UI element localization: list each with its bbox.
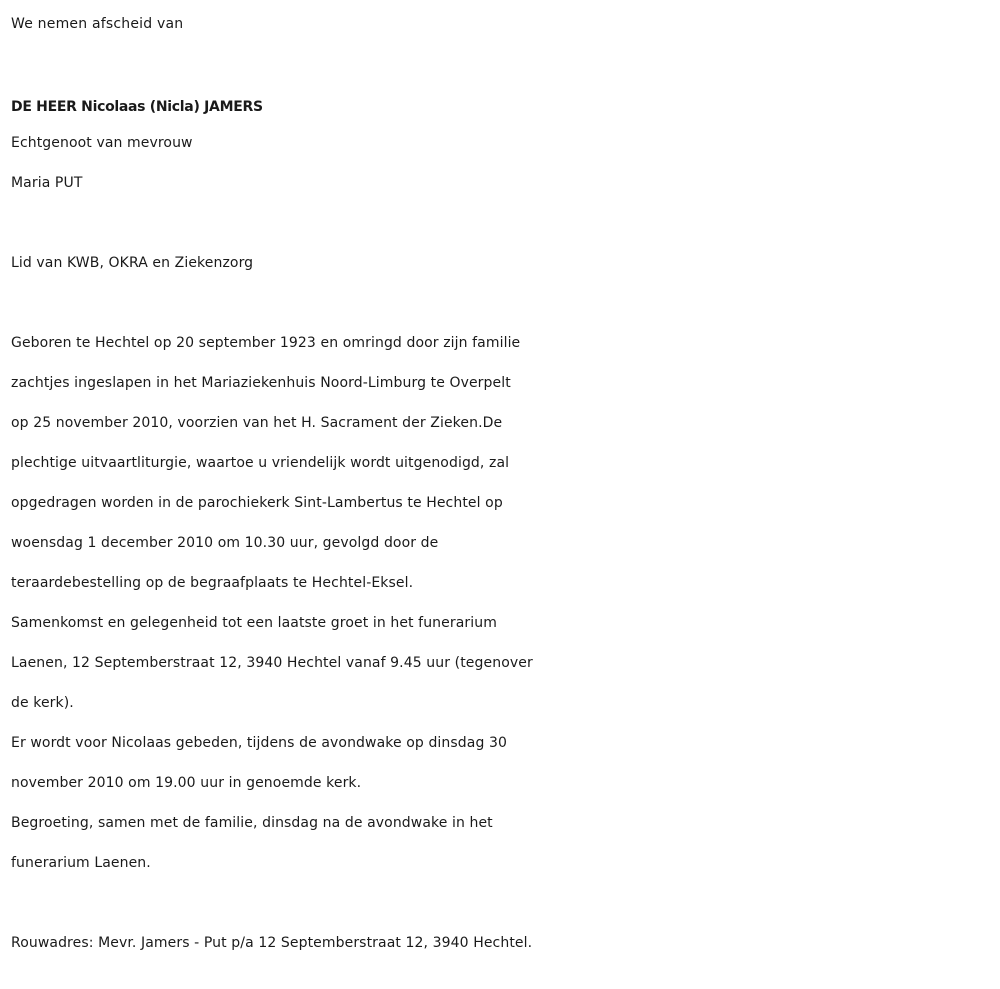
body-text [11, 323, 996, 883]
body-line: de kerk). [11, 695, 74, 711]
body-line: Samenkomst en gelegenheid tot een laatste groet in het funerarium [11, 615, 497, 631]
body-line: teraardebestelling op de begraafplaats te Hechtel-Eksel. [11, 575, 414, 591]
body-line: Begroeting, samen met de familie, dinsdag na de avondwake in het [11, 815, 493, 831]
intro-text: We nemen afscheid van [11, 16, 184, 32]
body-line: opgedragen worden in de parochiekerk Sint-Lambertus te Hechtel op [11, 495, 503, 511]
body-line: Geboren te Hechtel op 20 september 1923 en omringd door zijn familie [11, 335, 521, 351]
death-notice [11, 0, 996, 963]
spacer [11, 203, 996, 243]
body-line: Laenen, 12 Septemberstraat 12, 3940 Hechtel vanaf 9.45 uur (tegenover [11, 655, 533, 671]
mourning-address: Rouwadres: Mevr. Jamers - Put p/a 12 Septemberstraat 12, 3940 Hechtel. [11, 935, 533, 951]
body-line: woensdag 1 december 2010 om 10.30 uur, gevolgd door de [11, 535, 439, 551]
body-line: zachtjes ingeslapen in het Mariaziekenhuis Noord-Limburg te Overpelt [11, 375, 511, 391]
membership-line: Lid van KWB, OKRA en Ziekenzorg [11, 255, 254, 271]
spouse-line-2: Maria PUT [11, 175, 83, 191]
spacer [11, 883, 996, 923]
body-line: op 25 november 2010, voorzien van het H. Sacrament der Zieken.De [11, 415, 503, 431]
spouse-line-1: Echtgenoot van mevrouw [11, 135, 193, 151]
body-line: november 2010 om 19.00 uur in genoemde kerk. [11, 775, 362, 791]
body-line: Er wordt voor Nicolaas gebeden, tijdens de avondwake op dinsdag 30 [11, 735, 508, 751]
body-line: plechtige uitvaartliturgie, waartoe u vriendelijk wordt uitgenodigd, zal [11, 455, 510, 471]
spacer [11, 283, 996, 323]
deceased-name: DE HEER Nicolaas (Nicla) JAMERS [11, 99, 263, 115]
body-line: funerarium Laenen. [11, 855, 151, 871]
